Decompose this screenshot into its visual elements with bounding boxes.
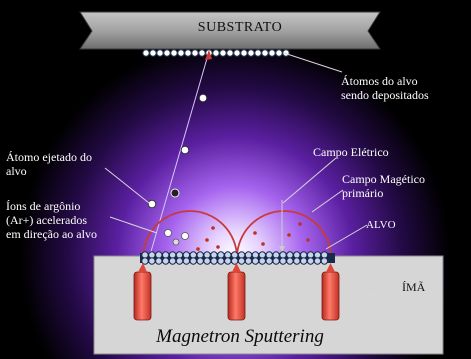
atom bbox=[314, 258, 320, 264]
atom bbox=[307, 258, 313, 264]
flying-atom bbox=[148, 200, 156, 208]
atom bbox=[190, 258, 196, 264]
atom bbox=[197, 252, 203, 258]
atom bbox=[176, 252, 182, 258]
atom bbox=[199, 50, 205, 56]
atom bbox=[176, 258, 182, 264]
atom bbox=[150, 50, 156, 56]
atom bbox=[220, 50, 226, 56]
atom bbox=[156, 258, 162, 264]
atom bbox=[259, 258, 265, 264]
atom bbox=[301, 258, 307, 264]
atom bbox=[255, 50, 261, 56]
atom bbox=[171, 50, 177, 56]
atom bbox=[294, 252, 300, 258]
atom bbox=[156, 252, 162, 258]
flying-atom bbox=[171, 189, 179, 197]
atom bbox=[238, 252, 244, 258]
atom bbox=[163, 252, 169, 258]
flying-atom bbox=[199, 94, 207, 102]
atom bbox=[259, 252, 265, 258]
atom bbox=[211, 252, 217, 258]
atom bbox=[234, 50, 240, 56]
atom bbox=[245, 252, 251, 258]
atom bbox=[232, 258, 238, 264]
atom bbox=[241, 50, 247, 56]
atom bbox=[232, 252, 238, 258]
target-atoms-label-line2: sendo depositados bbox=[341, 88, 429, 102]
argon-ions-label-line1: Íons de argônio bbox=[6, 199, 81, 213]
target-atoms-label bbox=[341, 74, 429, 102]
target-atoms-label-line1: Átomos do alvo bbox=[341, 74, 418, 88]
atom bbox=[314, 252, 320, 258]
atom bbox=[307, 252, 313, 258]
argon-ions-label-line2: (Ar+) acelerados bbox=[6, 213, 88, 227]
electric-field-label: Campo Elétrico bbox=[313, 145, 389, 159]
atom bbox=[248, 50, 254, 56]
atom bbox=[185, 50, 191, 56]
atom bbox=[204, 258, 210, 264]
ejected-atom-label-line1: Átomo ejetado do bbox=[6, 150, 92, 164]
atom bbox=[280, 258, 286, 264]
atom bbox=[183, 258, 189, 264]
atom bbox=[294, 258, 300, 264]
atom bbox=[183, 252, 189, 258]
atom bbox=[245, 258, 251, 264]
atom bbox=[192, 50, 198, 56]
ejected-atom-label bbox=[6, 150, 92, 178]
atom bbox=[266, 258, 272, 264]
atom bbox=[204, 252, 210, 258]
atom bbox=[143, 50, 149, 56]
atom bbox=[225, 252, 231, 258]
atom bbox=[238, 258, 244, 264]
atom bbox=[149, 252, 155, 258]
atom bbox=[280, 252, 286, 258]
atom bbox=[149, 258, 155, 264]
atom bbox=[227, 50, 233, 56]
atom bbox=[252, 258, 258, 264]
atom bbox=[276, 50, 282, 56]
atom bbox=[266, 252, 272, 258]
magnetic-field-label bbox=[342, 172, 425, 200]
atom bbox=[178, 50, 184, 56]
atom bbox=[169, 258, 175, 264]
flying-atom bbox=[181, 146, 189, 154]
substrate-label: SUBSTRATO bbox=[197, 20, 283, 35]
magnetic-field-label-line1: Campo Magético bbox=[342, 172, 425, 186]
atom bbox=[169, 252, 175, 258]
magnet-label: ÍMÃ bbox=[402, 280, 426, 294]
atom bbox=[142, 252, 148, 258]
atom bbox=[197, 258, 203, 264]
atom bbox=[287, 258, 293, 264]
ejected-atom-label-line2: alvo bbox=[6, 164, 27, 178]
atom bbox=[190, 252, 196, 258]
atom bbox=[164, 50, 170, 56]
atom bbox=[157, 50, 163, 56]
atom bbox=[225, 258, 231, 264]
atom bbox=[142, 258, 148, 264]
atom bbox=[301, 252, 307, 258]
atom bbox=[252, 252, 258, 258]
atom bbox=[218, 252, 224, 258]
magnetic-field-label-line2: primário bbox=[342, 186, 384, 200]
atom bbox=[213, 50, 219, 56]
atom bbox=[287, 252, 293, 258]
atom bbox=[321, 258, 327, 264]
atom bbox=[273, 252, 279, 258]
magnetron-sputtering-title: Magnetron Sputtering bbox=[156, 326, 324, 347]
atom bbox=[273, 258, 279, 264]
atom bbox=[218, 258, 224, 264]
atom bbox=[321, 252, 327, 258]
target-label: ALVO bbox=[366, 219, 396, 231]
deposited-atoms bbox=[143, 50, 289, 56]
argon-ions-label bbox=[6, 199, 97, 241]
atom bbox=[262, 50, 268, 56]
atom bbox=[211, 258, 217, 264]
argon-ions-label-line3: em direção ao alvo bbox=[6, 227, 97, 241]
atom bbox=[163, 258, 169, 264]
atom bbox=[269, 50, 275, 56]
atom bbox=[283, 50, 289, 56]
